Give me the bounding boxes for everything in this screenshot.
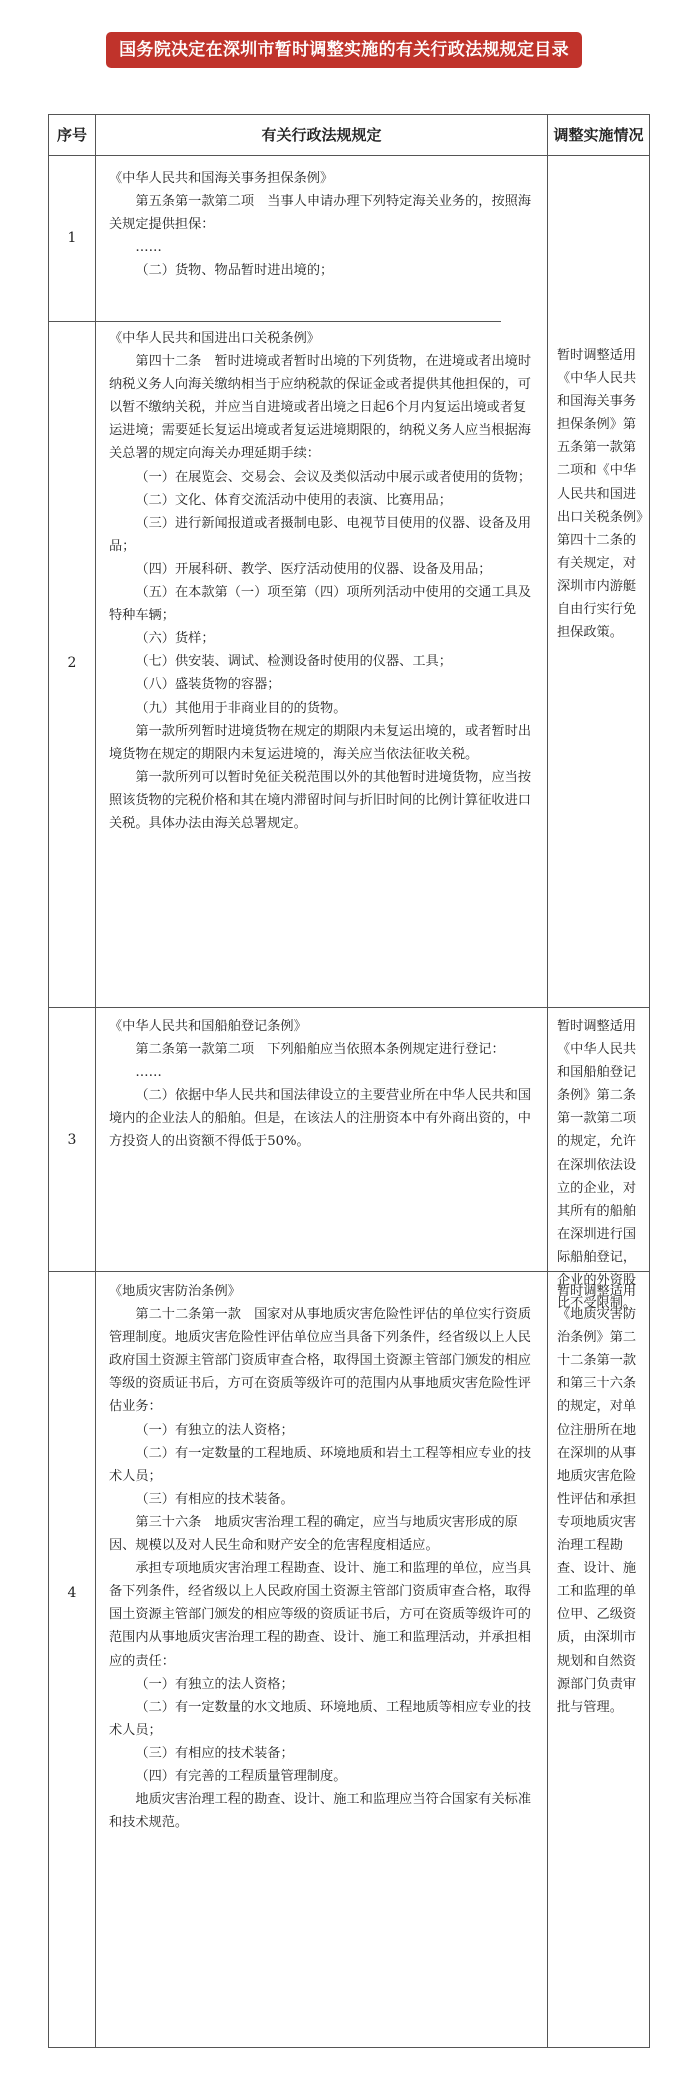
regulation-table: [48, 114, 650, 2048]
clause-text: （三）有相应的技术装备；: [135, 1745, 294, 1761]
page-title-banner: 国务院决定在深圳市暂时调整实施的有关行政法规规定目录: [106, 32, 582, 68]
clause-text: （二）有一定数量的工程地质、环境地质和岩土工程等相应专业的技术人员；: [109, 1445, 532, 1484]
clause-text: （五）在本款第（一）项至第（四）项所列活动中使用的交通工具及特种车辆；: [109, 585, 532, 624]
clause-text: ……: [135, 240, 162, 256]
clause-text: 第一款所列可以暂时免征关税范围以外的其他暂时进境货物，应当按照该货物的完税价格和其在境内滞留时间与折旧时间的比例计算征收进口关税。具体办法由海关总署规定。: [109, 769, 532, 831]
clause-text: 第二十二条第一款 国家对从事地质灾害危险性评估的单位实行资质管理制度。地质灾害危险性评估单位应当具备下列条件，经省级以上人民政府国土资源主管部门资质审查合格，取得国土资源主管部门颁发的相应等级的资质证书后，方可在资质等级许可的范围内从事地质灾害危险性评估业务：: [109, 1307, 532, 1415]
adjustment-note: 暂时调整适用《中华人民共和国海关事务担保条例》第五条第一款第二项和《中华人民共和国进出口关税条例》第四十二条的有关规定，对深圳市内游艇自由行实行免担保政策。: [557, 348, 643, 641]
row-number: 3: [67, 1132, 77, 1148]
clause-text: （二）货物、物品暂时进出境的；: [135, 263, 334, 279]
row-number: 4: [67, 1585, 77, 1601]
row-divider: [49, 321, 501, 322]
clause-text: （一）有独立的法人资格；: [135, 1676, 294, 1692]
clause-text: 第二条第一款第二项 下列船舶应当依照本条例规定进行登记：: [135, 1042, 505, 1058]
header-seq: 序号: [56, 126, 87, 144]
regulation-text-2: [109, 327, 533, 835]
clause-text: （一）在展览会、交易会、会议及类似活动中展示或者使用的货物；: [135, 469, 532, 485]
column-divider: [547, 115, 548, 2047]
clause-text: （七）供安装、调试、检测设备时使用的仪器、工具；: [135, 654, 452, 670]
clause-text: （四）有完善的工程质量管理制度。: [135, 1768, 347, 1784]
row-divider: [49, 1007, 649, 1008]
regulation-text-4: [109, 1280, 533, 1834]
adjustment-note: 暂时调整适用《地质灾害防治条例》第二十二条第一款和第三十六条的规定，对单位注册所在地在深圳的从事地质灾害危险性评估和承担专项地质灾害治理工程勘查、设计、施工和监理的单位甲、乙级资质，由深圳市规划和自然资源部门负责审批与管理。: [557, 1284, 637, 1715]
clause-text: 第一款所列暂时进境货物在规定的期限内未复运出境的，或者暂时出境货物在规定的期限内未复运进境的，海关应当依法征收关税。: [109, 723, 532, 762]
clause-text: 第四十二条 暂时进境或者暂时出境的下列货物，在进境或者出境时纳税义务人向海关缴纳相当于应纳税款的保证金或者提供其他担保的，可以暂不缴纳关税，并应当自进境或者出境之日起6个月内复运出境或者复运进境；需要延长复运出境或者复运进境期限的，纳税义务人应当根据海关总署的规定向海关办理延期手续：: [109, 354, 532, 462]
regulation-title: 《中华人民共和国船舶登记条例》: [109, 1019, 307, 1034]
clause-text: （九）其他用于非商业目的的货物。: [135, 700, 347, 716]
clause-text: （八）盛装货物的容器；: [135, 677, 281, 693]
clause-text: 承担专项地质灾害治理工程勘查、设计、施工和监理的单位，应当具备下列条件，经省级以上人民政府国土资源主管部门资质审查合格，取得国土资源主管部门颁发的相应等级的资质证书后，方可在资质等级许可的范围内从事地质灾害治理工程的勘查、设计、施工和监理活动，并承担相应的责任：: [109, 1561, 532, 1669]
clause-text: ……: [135, 1065, 162, 1081]
clause-text: 地质灾害治理工程的勘查、设计、施工和监理应当符合国家有关标准和技术规范。: [109, 1792, 532, 1831]
row-number: 1: [67, 230, 77, 246]
regulation-title: 《中华人民共和国海关事务担保条例》: [109, 171, 334, 186]
header-regulation: 有关行政法规规定: [261, 126, 382, 144]
column-divider: [95, 115, 96, 2047]
clause-text: （二）文化、体育交流活动中使用的表演、比赛用品；: [135, 492, 452, 508]
regulation-text-1: [109, 167, 533, 282]
clause-text: （三）有相应的技术装备。: [135, 1491, 294, 1507]
header-adjustment: 调整实施情况: [553, 126, 644, 144]
regulation-title: 《中华人民共和国进出口关税条例》: [109, 331, 320, 346]
adjustment-text-2: [557, 1015, 645, 1315]
regulation-text-3: [109, 1015, 533, 1154]
adjustment-text-1: [557, 344, 645, 644]
header-divider: [49, 155, 649, 156]
clause-text: （二）有一定数量的水文地质、环境地质、工程地质等相应专业的技术人员；: [109, 1699, 532, 1738]
clause-text: 第五条第一款第二项 当事人申请办理下列特定海关业务的，按照海关规定提供担保：: [109, 194, 532, 233]
row-number: 2: [67, 655, 77, 671]
adjustment-note: 暂时调整适用《中华人民共和国船舶登记条例》第二条第一款第二项的规定，允许在深圳依法设立的企业，对其所有的船舶在深圳进行国际船舶登记，企业的外资股比不受限制。: [557, 1019, 637, 1312]
clause-text: 第三十六条 地质灾害治理工程的确定，应当与地质灾害形成的原因、规模以及对人民生命和财产安全的危害程度相适应。: [109, 1514, 518, 1554]
clause-text: （一）有独立的法人资格；: [135, 1422, 294, 1438]
regulation-title: 《地质灾害防治条例》: [109, 1284, 241, 1299]
clause-text: （六）货样；: [135, 631, 215, 647]
clause-text: （四）开展科研、教学、医疗活动使用的仪器、设备及用品；: [135, 561, 492, 577]
clause-text: （二）依据中华人民共和国法律设立的主要营业所在中华人民共和国境内的企业法人的船舶。但是，在该法人的注册资本中有外商出资的，中方投资人的出资额不得低于50%。: [109, 1088, 532, 1150]
adjustment-text-3: [557, 1280, 645, 1719]
clause-text: （三）进行新闻报道或者摄制电影、电视节目使用的仪器、设备及用品；: [109, 515, 532, 554]
